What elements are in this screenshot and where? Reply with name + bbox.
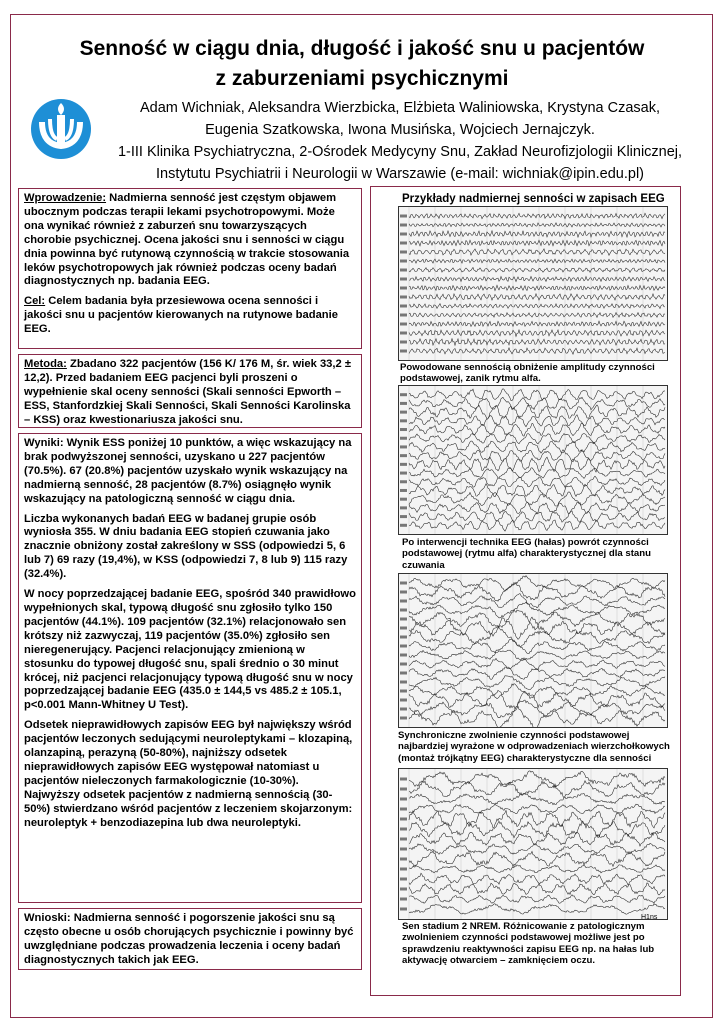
introduction-box: [18, 188, 362, 349]
eeg-event-marker: H1ns: [641, 914, 658, 921]
conclusions-box: [18, 908, 362, 970]
affiliation-line-1: 1-III Klinika Psychiatryczna, 2-Ośrodek Medycyny Snu, Zakład Neurofizjologii Klinicznej,: [117, 144, 683, 160]
results-paragraph: W nocy poprzedzającej badanie EEG, spośród 340 prawidłowo wypełnionych skal, typową długość snu zgłosiło tylko 150 pacjentów (44.1%). 109 pacjentów (32.1%) relacjonowało sen krótszy niż zazwyczaj, 119 pacjentów (35.0%) zgłosiło sen nieregenerujący. Pacjenci relacjonujący zmienioną w stosunku do typowej długość snu, spali średnio o 30 minut krócej, niż pacjenci relacjonujący typową długość snu w nocy poprzedzającej badanie EEG (435.0 ± 144,5 vs 485.2 ± 105.1, p<0.001 Mann-Whitney U Test).: [24, 588, 356, 712]
title-line-1: Senność w ciągu dnia, długość i jakość snu u pacjentów: [79, 37, 645, 60]
eeg-caption-2: Po interwencji technika EEG (hałas) powrót czynności podstawowej (rytmu alfa) charakterystycznej dla stanu czuwania: [402, 537, 651, 571]
eeg-caption-4: Sen stadium 2 NREM. Różnicowanie z patologicznym zwolnieniem czynności podstawowej możliwe jest po sprawdzeniu reaktywności zapisu EEG np. na hałas lub aktywację otwarciem – zamknięciem oczu.: [402, 921, 655, 967]
introduction-text: Wprowadzenie: Nadmierna senność jest częstym objawem ubocznym podczas terapii lekami psychotropowymi. Może ona wynikać również z zaburzeń snu towarzyszących chorobie psychicznej. Ocena jakości snu i senności w ciągu dnia powinna być rutynową czynnością w trakcie stosowania leków psychotropowych jak również podczas oceny badań diagnostycznych np. badania EEG.: [24, 192, 350, 288]
eeg-trace-3: [398, 573, 668, 728]
title-line-2: z zaburzeniami psychicznymi: [215, 67, 509, 90]
method-text: Metoda: Zbadano 322 pacjentów (156 K/ 176 M, śr. wiek 33,2 ± 12,2). Przed badaniem EEG pacjenci byli proszeni o wypełnienie skal oceny senności (Skali senności Epworth – ESS, Stanfordzkiej Skali Senności, Skali Senności Karolinska – KSS) oraz kwestionariusza jakości snu.: [24, 358, 351, 426]
results-paragraph: Wyniki: Wynik ESS poniżej 10 punktów, a więc wskazujący na brak podwyższonej senności, uzyskano u 227 pacjentów (70.5%). 67 (20.8%) pacjentów uzyskało wynik wskazujący na nadmierną senność, 28 pacjentów (8.7%) osiągnęło wynik wskazujący na patologiczną senność w ciągu dnia.: [24, 437, 352, 505]
method-box: [18, 354, 362, 428]
conclusions-text: Wnioski: Nadmierna senność i pogorszenie jakości snu są często obecne u osób chorujących psychicznie i powinny być uwzględniane podczas prowadzenia leczenia i oceny badań diagnostycznych takich jak EEG.: [24, 912, 354, 966]
results-paragraph: Najwyższy odsetek pacjentów z nadmierną sennością (30-50%) stwierdzano wśród pacjentów z leczeniem skojarzonym: neuroleptyk + benzodiazepina lub dwa neuroleptyki.: [24, 788, 353, 829]
eeg-trace-1: [398, 206, 668, 361]
eeg-panel-title: Przykłady nadmiernej senności w zapisach EEG: [402, 193, 665, 205]
authors-block: [95, 97, 705, 185]
institute-logo-icon: [30, 98, 92, 160]
authors-line-1: Adam Wichniak, Aleksandra Wierzbicka, Elżbieta Waliniowska, Krystyna Czasak,: [139, 100, 661, 116]
method-label: Metoda:: [24, 358, 67, 370]
aim-text: Cel: Celem badania była przesiewowa ocena senności i jakości snu u pacjentów kierowanych na rutynowe badanie EEG.: [24, 295, 338, 336]
introduction-label: Wprowadzenie:: [24, 192, 107, 204]
authors-line-2: Eugenia Szatkowska, Iwona Musińska, Wojciech Jernajczyk.: [205, 122, 595, 138]
results-box: [18, 433, 362, 903]
eeg-trace-4: [398, 768, 668, 920]
poster-title: [30, 34, 694, 94]
results-paragraph: Odsetek nieprawidłowych zapisów EEG był największy wśród pacjentów leczonych sedującymi neuroleptykami – klozapiną, olanzapiną, perazyną (50-80%), najniższy odsetek nieprawidłowych zapisów EEG występował natomiast u pacjentów nieleczonych farmakologicznie (10-30%).: [24, 719, 353, 787]
affiliation-line-2: Instytutu Psychiatrii i Neurologii w Warszawie (e-mail: wichniak@ipin.edu.pl): [155, 166, 644, 182]
eeg-caption-1: Powodowane sennością obniżenie amplitudy czynności podstawowej, zanik rytmu alfa.: [400, 362, 655, 385]
eeg-trace-2: [398, 385, 668, 535]
aim-label: Cel:: [24, 295, 46, 308]
eeg-caption-3: Synchroniczne zwolnienie czynności podstawowej najbardziej wyrażone w odprowadzeniach wierzchołkowych (montaż trójkątny EEG) charakterystyczne dla senności: [398, 730, 670, 764]
results-paragraph: Liczba wykonanych badań EEG w badanej grupie osób wyniosła 355. W dniu badania EEG stopień czuwania jako znacznie obniżony został zakreślony w SSS (odpowiedzi 5, 6 lub 7) 69 razy (19,4%), w KSS (odpowiedzi 7, 8 lub 9) 115 razy (32.4%).: [24, 512, 348, 581]
